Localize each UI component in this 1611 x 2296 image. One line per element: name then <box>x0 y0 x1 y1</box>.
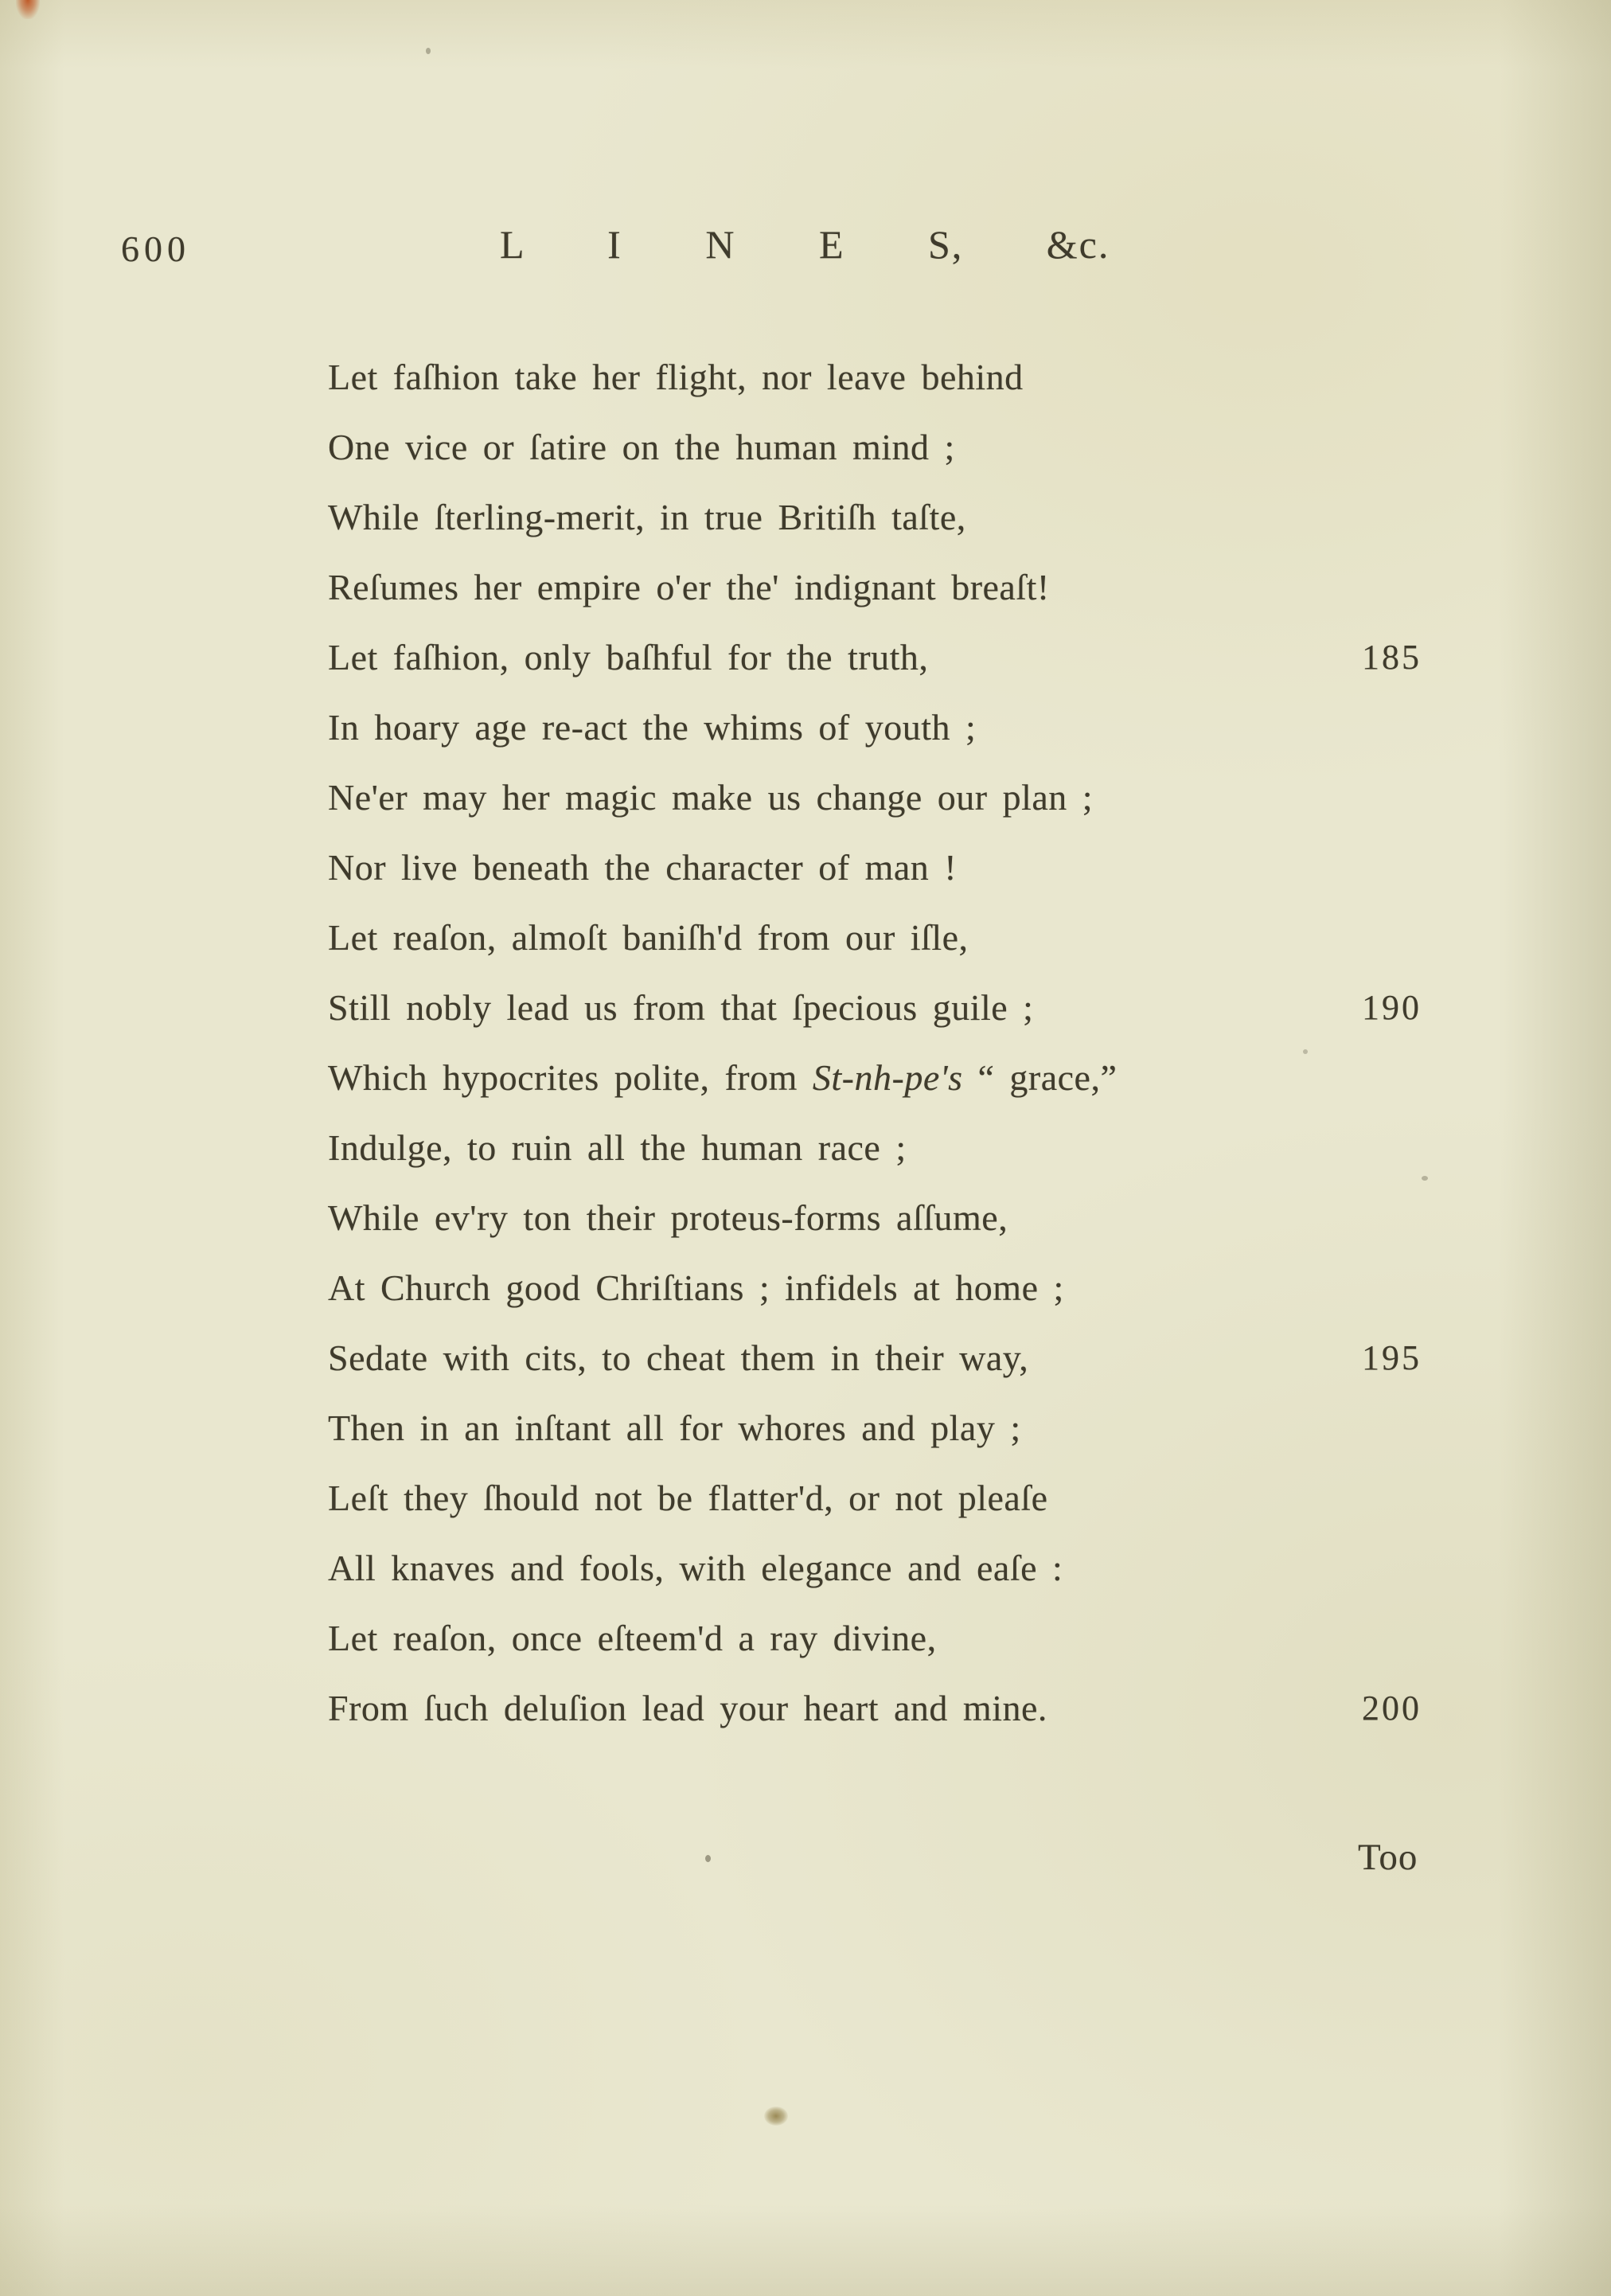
poem-line-text: Ne'er may her magic make us change our plan ; <box>328 777 1094 818</box>
poem-line-text: While ev'ry ton their proteus-forms aſſume, <box>328 1197 1008 1238</box>
poem-line-text: Let reaſon, once eſteem'd a ray divine, <box>328 1618 937 1658</box>
poem-line-text: Nor live beneath the character of man ! <box>328 847 958 888</box>
poem-line <box>328 482 1425 553</box>
poem-line-text-segment: “ grace,” <box>962 1057 1118 1098</box>
poem-line <box>328 553 1425 623</box>
poem-line-number: 185 <box>1362 638 1422 677</box>
poem-line-text: Reſumes her empire o'er the' indignant breaſt! <box>328 567 1050 607</box>
poem-line <box>328 693 1425 763</box>
poem-line <box>328 903 1425 973</box>
poem-line-text: In hoary age re-act the whims of youth ; <box>328 707 977 748</box>
poem-line-text-segment: Which hypocrites polite, from <box>328 1057 813 1098</box>
poem-line-text <box>328 1057 1117 1098</box>
poem-line <box>328 412 1425 482</box>
poem-line <box>328 1393 1425 1463</box>
paper-speck <box>705 1855 711 1862</box>
poem-line-text: From ſuch deluſion lead your heart and mine. <box>328 1688 1047 1728</box>
poem-line <box>328 623 1425 693</box>
poem-line <box>328 1113 1425 1183</box>
poem-line-text: At Church good Chriſtians ; infidels at home ; <box>328 1267 1064 1308</box>
catchword: Too <box>1358 1837 1418 1878</box>
poem-line-text: All knaves and fools, with elegance and eaſe : <box>328 1548 1063 1588</box>
poem-body <box>328 342 1425 1743</box>
poem-line <box>328 342 1425 412</box>
poem-line-text: Sedate with cits, to cheat them in their way, <box>328 1337 1029 1378</box>
poem-line-text: Let reaſon, almoſt baniſh'd from our iſle, <box>328 917 969 958</box>
poem-line <box>328 1463 1425 1533</box>
poem-line <box>328 1183 1425 1253</box>
poem-line-text: One vice or ſatire on the human mind ; <box>328 427 955 467</box>
poem-line-italic-name: St-nh-pe's <box>812 1057 963 1098</box>
poem-line <box>328 1043 1425 1113</box>
poem-line-number: 195 <box>1362 1338 1422 1377</box>
poem-line <box>328 973 1425 1043</box>
poem-line-text: Let faſhion take her flight, nor leave behind <box>328 357 1024 397</box>
poem-line-text: Still nobly lead us from that ſpecious guile ; <box>328 987 1034 1028</box>
paper-stain <box>764 2107 788 2126</box>
poem-line <box>328 1673 1425 1743</box>
poem-line <box>328 1323 1425 1393</box>
poem-line-text: While ſterling-merit, in true Britiſh taſte, <box>328 497 966 537</box>
poem-line-number: 190 <box>1362 988 1422 1027</box>
poem-line-number: 200 <box>1362 1689 1422 1728</box>
paper-speck <box>1422 1176 1428 1181</box>
scan-edge-mark <box>16 0 40 19</box>
poem-line <box>328 1533 1425 1603</box>
poem-line <box>328 1603 1425 1673</box>
poem-line <box>328 833 1425 903</box>
paper-speck <box>426 48 431 54</box>
paper-speck <box>1303 1049 1308 1054</box>
page-number: 600 <box>121 228 190 269</box>
poem-line-text: Leſt they ſhould not be flatter'd, or not pleaſe <box>328 1478 1048 1518</box>
poem-line-text: Then in an inſtant all for whores and play ; <box>328 1408 1021 1448</box>
poem-line-text: Indulge, to ruin all the human race ; <box>328 1127 907 1168</box>
poem-line <box>328 1253 1425 1323</box>
poem-line-text: Let faſhion, only baſhful for the truth, <box>328 637 929 677</box>
page-title: L I N E S, &c. <box>500 222 1110 267</box>
poem-line <box>328 763 1425 833</box>
